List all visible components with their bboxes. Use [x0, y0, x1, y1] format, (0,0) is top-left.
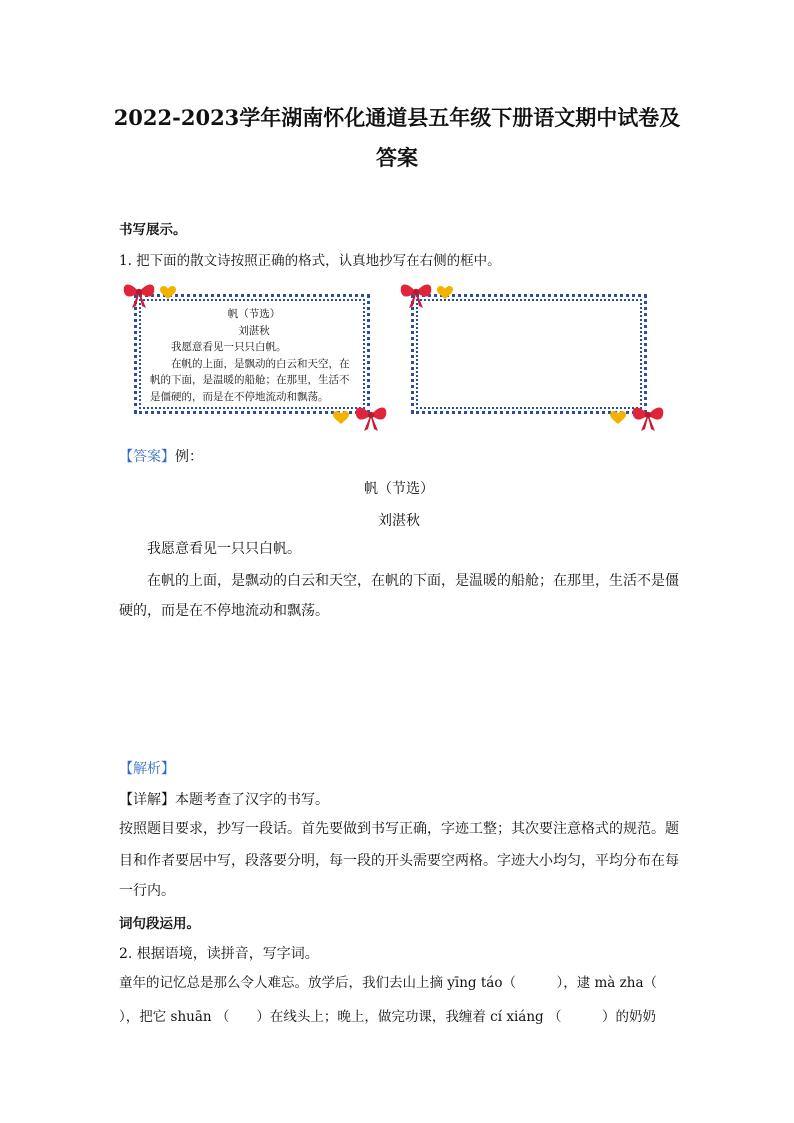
section-heading-usage: 词句段运用。 — [119, 916, 200, 932]
analysis-detail — [119, 789, 329, 809]
poem-author: 刘湛秋 — [238, 324, 270, 337]
copy-frame — [405, 288, 653, 420]
bow-icon — [354, 402, 388, 432]
heart-icon — [160, 286, 176, 300]
bow-icon — [631, 402, 665, 432]
detail-text: 本题考查了汉字的书写。 — [175, 792, 329, 808]
heart-icon — [610, 411, 626, 425]
bow-icon — [399, 279, 433, 309]
answer-paragraph-1: 我愿意看见一只只白帆。 — [147, 541, 301, 557]
section-heading-writing: 书写展示。 — [119, 222, 187, 238]
answer-paragraph-2-line-1: 在帆的上面，是飘动的白云和天空，在帆的下面，是温暖的船舱；在那里，生活不是僵 — [147, 573, 679, 589]
question-1: 1. 把下面的散文诗按照正确的格式，认真地抄写在右侧的框中。 — [119, 253, 501, 269]
poem-paragraph-1: 我愿意看见一只只白帆。 — [171, 341, 287, 353]
title-line-2: 答案 — [376, 145, 418, 170]
detail-label: 【详解】 — [119, 792, 175, 808]
answer-poem-author: 刘湛秋 — [378, 513, 420, 529]
answer-poem-title: 帆（节选） — [364, 481, 434, 497]
document-title — [100, 98, 694, 178]
poem-content — [150, 306, 358, 405]
analysis-line-2: 目和作者要居中写，段落要分明，每一段的开头需要空两格。字迹大小均匀，平均分布在每 — [119, 853, 679, 869]
analysis-line-1: 按照题目要求，抄写一段话。首先要做到书写正确，字迹工整；其次要注意格式的规范。题 — [119, 821, 679, 837]
poem-frame — [128, 288, 376, 420]
heart-icon — [437, 286, 453, 300]
bow-icon — [122, 279, 156, 309]
analysis-label: 【解析】 — [119, 761, 175, 777]
question-2-text-line-2: ），把它 shuān （ ）在线头上；晚上，做完功课，我缠着 cí xiáng （ ）的奶奶 — [119, 1009, 656, 1025]
heart-icon — [333, 411, 349, 425]
answer-paragraph-2-line-2: 硬的，而是在不停地流动和飘荡。 — [119, 603, 329, 619]
analysis-line-3: 一行内。 — [119, 883, 175, 899]
poem-paragraph-2: 在帆的上面，是飘动的白云和天空，在帆的下面，是温暖的船舱；在那里，生活不是僵硬的，而是在不停地流动和飘荡。 — [150, 357, 350, 403]
frame-inner-border — [416, 299, 642, 409]
answer-label: 【答案】 — [119, 449, 175, 465]
answer-prefix: 例： — [175, 449, 203, 465]
question-2-text-line-1: 童年的记忆总是那么令人难忘。放学后，我们去山上摘 yīng táo（ ），逮 mà zha（ — [119, 975, 658, 991]
question-2: 2. 根据语境，读拼音，写字词。 — [119, 946, 319, 962]
title-line-1: 2022-2023学年湖南怀化通道县五年级下册语文期中试卷及 — [113, 105, 681, 130]
answer-line — [119, 446, 203, 466]
poem-title: 帆（节选） — [227, 308, 281, 320]
